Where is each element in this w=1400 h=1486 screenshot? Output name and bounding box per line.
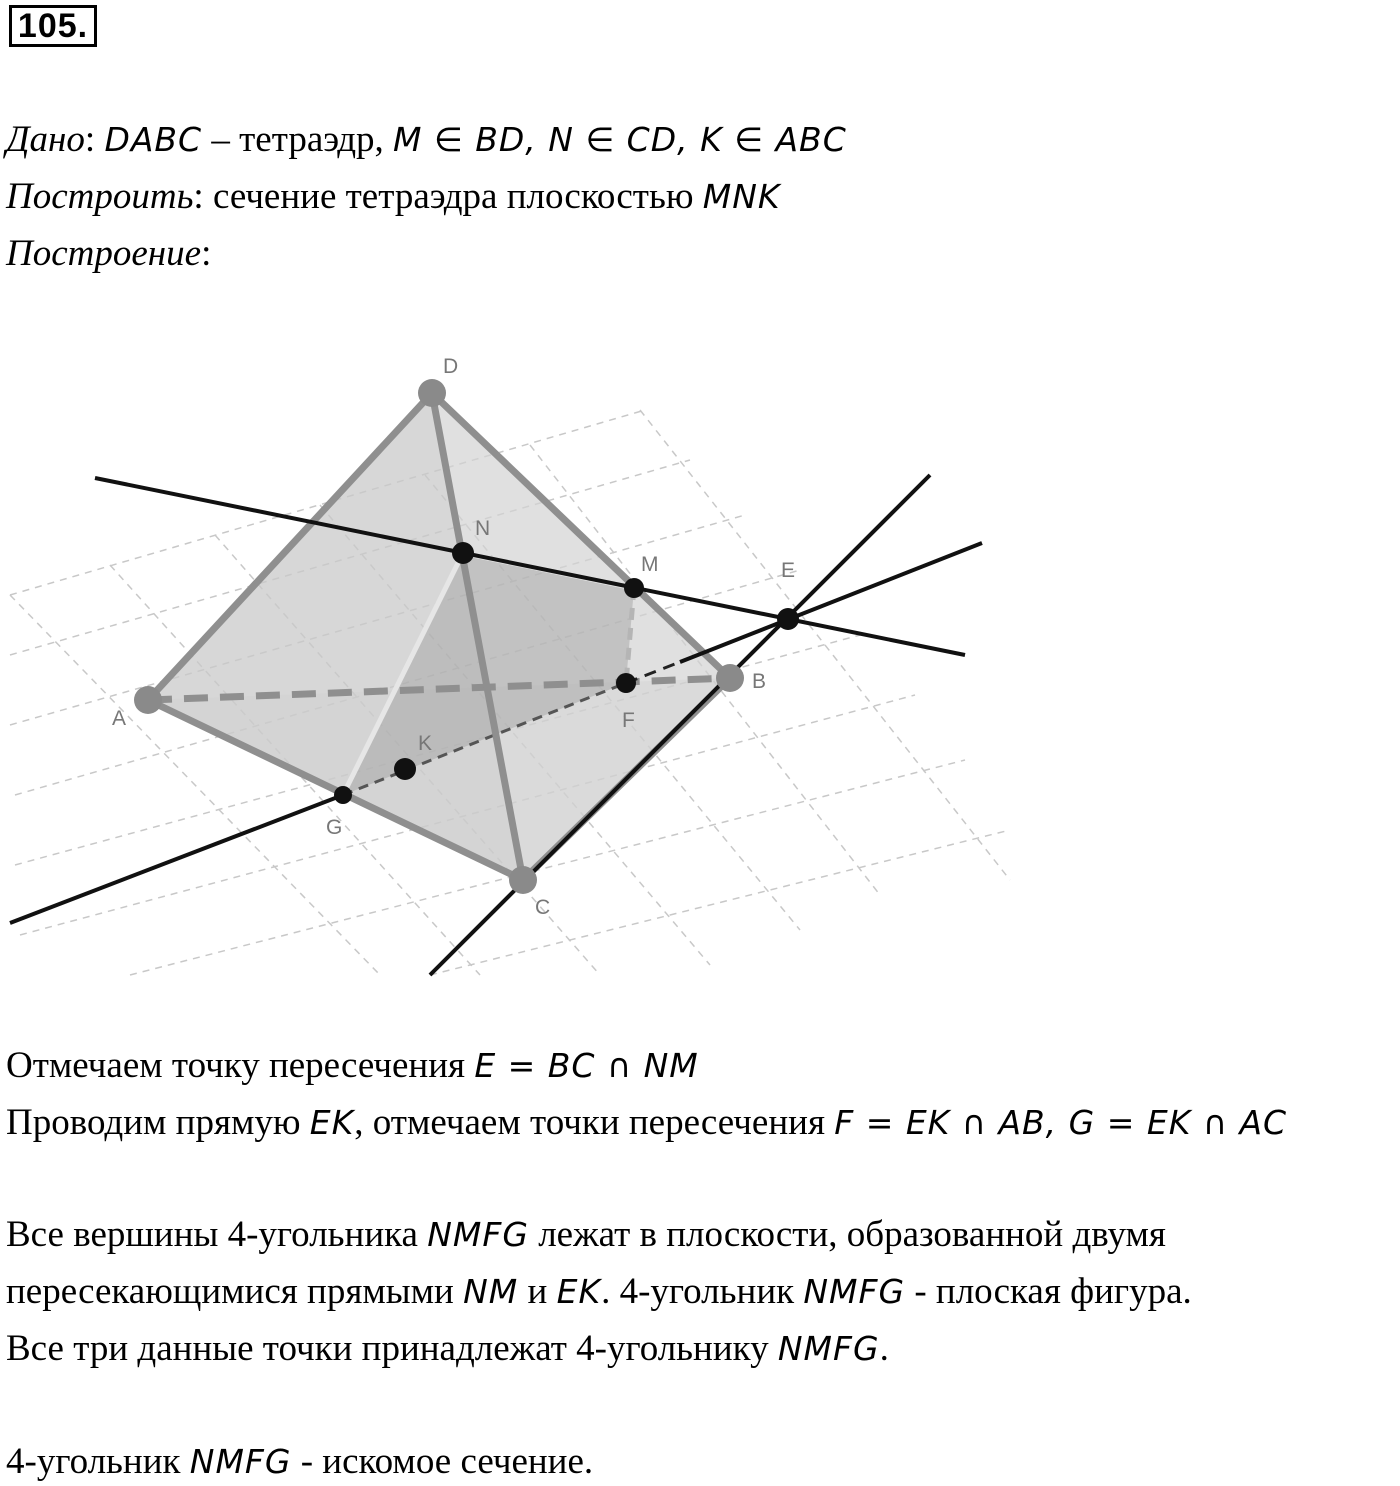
point-k <box>394 758 416 780</box>
point-e <box>777 608 799 630</box>
reasoning-2-math-1: NM <box>463 1272 519 1311</box>
reasoning-2-c: . 4-угольник <box>601 1271 804 1312</box>
step-2-text-b: , отмечаем точки пересечения <box>354 1102 835 1143</box>
step-1-text: Отмечаем точку пересечения <box>6 1045 475 1086</box>
label-a: A <box>112 707 127 730</box>
reasoning-1-b: лежат в плоскости, образованной двумя <box>528 1214 1166 1255</box>
reasoning-3-a: Все три данные точки принадлежат 4-угольнику <box>6 1328 778 1369</box>
construction-label: Построение <box>6 233 202 274</box>
point-m <box>624 578 644 598</box>
tetrahedron-figure <box>0 340 1020 980</box>
given-label: Дано <box>6 119 85 160</box>
step-1-math: E = BC ∩ NM <box>474 1046 699 1085</box>
label-m: M <box>641 553 659 576</box>
vertex-d <box>418 379 446 407</box>
step-1 <box>6 1044 699 1087</box>
step-2-math-a: EK <box>309 1103 355 1142</box>
vertex-b <box>716 664 744 692</box>
conclusion <box>6 1440 593 1483</box>
reasoning-2-math-3: NMFG <box>803 1272 906 1311</box>
conclusion-math: NMFG <box>189 1442 292 1481</box>
conclusion-b: - искомое сечение. <box>291 1441 594 1482</box>
given-points: M ∈ BD, N ∈ CD, K ∈ ABC <box>393 120 847 159</box>
label-n: N <box>475 517 491 540</box>
label-g: G <box>326 816 343 839</box>
reasoning-2 <box>6 1270 1192 1313</box>
given-colon: : <box>84 119 96 160</box>
label-b: B <box>752 670 767 693</box>
point-g <box>334 786 352 804</box>
vertex-a <box>134 686 162 714</box>
reasoning-1-math: NMFG <box>427 1215 529 1254</box>
label-f: F <box>622 709 635 732</box>
reasoning-2-b: и <box>518 1271 557 1312</box>
reasoning-1 <box>6 1213 1166 1256</box>
label-d: D <box>443 355 459 378</box>
construction-line <box>6 232 211 275</box>
step-2-math-b: F = EK ∩ AB, G = EK ∩ AC <box>834 1103 1288 1142</box>
construct-text: : сечение тетраэдра плоскостью <box>193 176 703 217</box>
vertex-c <box>509 866 537 894</box>
reasoning-3-math: NMFG <box>777 1329 880 1368</box>
step-2 <box>6 1101 1287 1144</box>
reasoning-2-math-2: EK <box>556 1272 602 1311</box>
reasoning-1-a: Все вершины 4-угольника <box>6 1214 428 1255</box>
given-tetrahedron: DABC <box>104 120 203 159</box>
construct-label: Построить <box>6 176 194 217</box>
given-line <box>6 118 847 161</box>
construct-plane: MNK <box>702 177 781 216</box>
step-2-text-a: Проводим прямую <box>6 1102 310 1143</box>
reasoning-2-a: пересекающимися прямыми <box>6 1271 464 1312</box>
reasoning-3 <box>6 1327 889 1370</box>
problem-number: 105. <box>9 5 97 47</box>
given-text: – тетраэдр, <box>202 119 394 160</box>
line-ek-outer2 <box>680 543 982 662</box>
label-c: C <box>535 896 551 919</box>
label-k: K <box>418 732 433 755</box>
reasoning-3-b: . <box>879 1328 889 1369</box>
construction-colon: : <box>201 233 212 274</box>
reasoning-2-d: - плоская фигура. <box>905 1271 1192 1312</box>
construct-task-line <box>6 175 781 218</box>
label-e: E <box>781 559 796 582</box>
line-ek-outer <box>10 795 343 923</box>
point-n <box>452 542 474 564</box>
conclusion-a: 4-угольник <box>6 1441 190 1482</box>
point-f <box>616 673 636 693</box>
